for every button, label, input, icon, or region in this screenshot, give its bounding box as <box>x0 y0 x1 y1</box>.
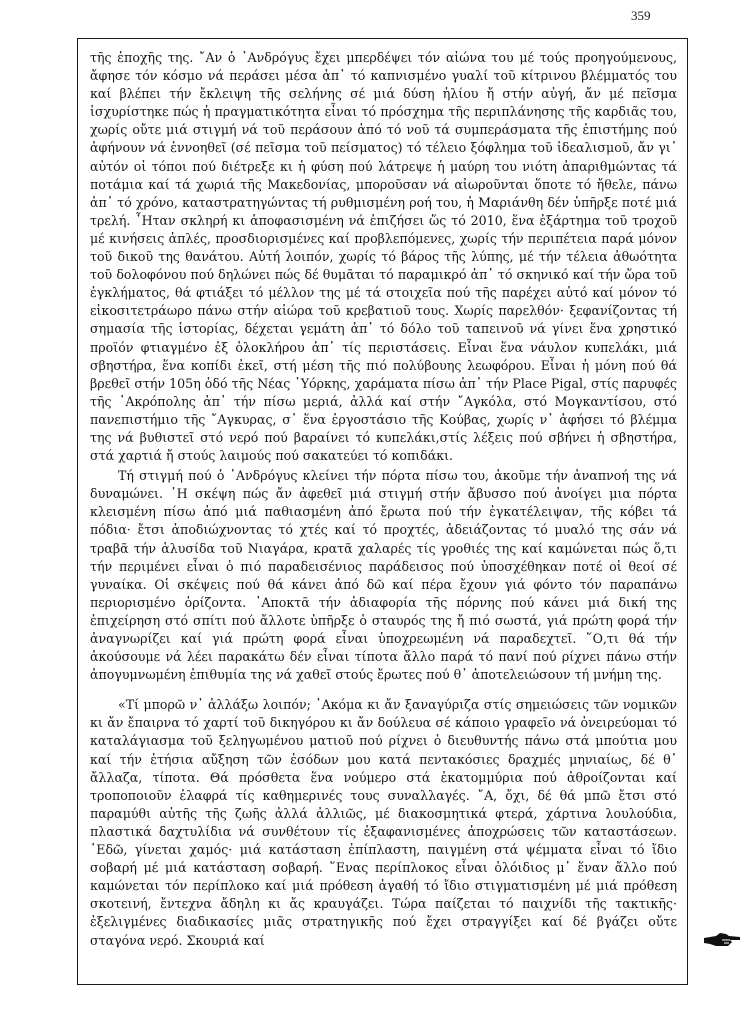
paragraph-3: «Τί μπορῶ ν᾿ ἀλλάξω λοιπόν; ᾿Ακόμα κι ἄν ξαναγύριζα στίς σημειώσεις τῶν νομικῶν κι ἄν ἔπαιρνα τό χαρτί τοῦ δικηγόρου κι ἄν δούλευα σέ κάποιο γραφεῖο νά ὀνειρεύομαι τό καταλάγιασμα τοῦ ξεληγωμένου ματιοῦ πού ρίχνει ὁ διευθυντής πάνω στά μπούτια μου καί τήν ἐτήσια αὔξηση τῶν ἐσόδων μου κατά πεντακόσιες δραχμές μηνιαίως, δέ θ᾿ ἄλλαζα, τίποτα. Θά πρόσθετα ἕνα νούμερο στά ἑκατομμύρια πού ἀθροίζονται καί τροποποιοῦν ἐλαφρά τίς καθημερινές τους συναλλαγές. ῎Α, ὄχι, δέ θά μπῶ ἔτσι στό παραμύθι αὐτῆς τῆς ζωῆς ἀλλά ἀλλιῶς, μέ διακοσμητικά φτερά, χάρτινα λουλούδια, πλαστικά δαχτυλίδια νά συνθέτουν τίς ἐξαφανισμένες ἀποχρώσεις τῶν καταστάσεων. ᾿Εδῶ, γίνεται χαμός· μιά κατάσταση ἐπίπλαστη, παιγμένη στά ψέμματα εἶναι τό ἴδιο σοβαρή μέ μιά κατάσταση σοβαρή. ῞Ενας περίπλοκος εἶναι ὁλόιδιος μ᾿ ἕναν ἄλλο πού καμώνεται τόν περίπλοκο καί μιά πρόθεση ἀγαθή τό ἴδιο στιγματισμένη μέ μιά πρόθεση σκοτεινή, ἔντεχνα ἄδηλη κι ἄς κραυγάζει. Τώρα παίζεται τό παιχνίδι τῆς τακτικῆς· ἐξελιγμένες διαδικασίες μιᾶς στρατηγικῆς πού ἔχει στραγγίξει καί δέ βγάζει οὔτε σταγόνα νερό. Σκουριά καί <box>90 697 677 948</box>
text-frame <box>77 38 688 985</box>
page-number: 359 <box>631 8 651 23</box>
paragraph-1: τῆς ἐποχῆς της. ῎Αν ὁ ᾿Ανδρόγυς ἔχει μπερδέψει τόν αἰώνα του μέ τούς προηγούμενους, ἄφησε τόν κόσμο νά περάσει μέσα ἀπ᾿ τό καπνισμένο γυαλί τοῦ κίτρινου βλέμματός του καί βλέπει τήν ἔκλειψη τῆς σελήνης σέ μιά δύση ἡλίου ἤ στήν αὐγή, ἄν μέ πεῖσμα ἰσχυρίστηκε πώς ἡ πραγματικότητα εἶναι τό πρόσχημα τῆς περιπλάνησης τῆς καρδιᾶς του, χωρίς οὔτε μιά στιγμή νά τοῦ περάσουν ἀπό τό νοῦ τά συμπεράσματα τῆς ἐπιστήμης πού ἀφήνουν νά ἐννοηθεῖ (σέ πεῖσμα τοῦ πείσματος) τό τέλειο ξόφλημα τοῦ ἰδεαλισμοῦ, ἄν γι᾿ αὐτόν οἱ τόποι πού διέτρεξε κι ἡ φύση πού λάτρεψε ἡ μαύρη του νιότη ἀπαριθμώντας τά ποτάμια καί τά χωριά τῆς Μακεδονίας, μποροῦσαν νά αἰωροῦνται ὅποτε τό ἤθελε, πάνω ἀπ᾿ τό χρόνο, καταστρατηγώντας τή ρυθμισμένη ροή του, ἡ Μαριάνθη δέν ὑπῆρξε ποτέ μιά τρελή. ῏Ηταν σκληρή κι ἀποφασισμένη νά ἐπιζήσει ὥς τό 2010, ἕνα ἐξάρτημα τοῦ τροχοῦ μέ κινήσεις ἁπλές, προσδιορισμένες καί προβλεπόμενες, χωρίς τήν περιπέτεια παρά μόνον τοῦ δικοῦ της θανάτου. Αὐτή λοιπόν, χωρίς τό βάρος τῆς λύπης, μέ τήν τέλεια ἀθωότητα τοῦ δολοφόνου πού δηλώνει πώς δέ θυμᾶται τό παραμικρό ἀπ᾿ τό σκηνικό καί τήν ὥρα τοῦ ἐγκλήματος, θά φτιάξει τό μέλλον της μέ τά στοιχεῖα πού τῆς παρέχει αὐτό καί μόνον τό εἰκοσιτετράωρο πάνω στήν αἰώρα τοῦ κρεβατιοῦ τους. Χωρίς παρελθόν· ξεφανίζοντας τή σημασία τῆς ἱστορίας, δέχεται γεμάτη ἀπ᾿ τό δόλο τοῦ ταπεινοῦ νά γίνει ἕνα χρηστικό προϊόν φτιαγμένο ἐξ ὁλοκλήρου ἀπ᾿ τίς περιστάσεις. Εἶναι ἕνα νάυλον κυπελάκι, μιά σβηστήρα, ἕνα κοπίδι ἐκεῖ, στή μέση τῆς πιό πολύβουης λεωφόρου. Εἶναι ἡ μόνη πού θά βρεθεῖ στήν 105η ὁδό τῆς Νέας ῾Υόρκης, χαράματα πίσω ἀπ᾿ τήν Place Pigal, στίς παρυφές τῆς ᾿Ακρόπολης ἀπ᾿ τήν πίσω μεριά, ἀλλά καί στήν ῎Αγκόλα, στό Μογκαντίσου, στό πανεπιστήμιο τῆς ῎Αγκυρας, σ᾿ ἕνα ἐργοστάσιο τῆς Κούβας, χωρίς ν᾿ ἀφήσει τό βλέμμα της νά βυθιστεῖ στό νερό πού βαραίνει τό κυπελάκι,στίς λέξεις πού σβήνει ἡ σβηστήρα, στά χαρτιά ἤ στούς λαιμούς πού σακατεύει τό κοπιδάκι. <box>90 50 677 464</box>
pointing-hand-icon <box>702 931 742 949</box>
paragraph-2: Τή στιγμή πού ὁ ᾿Ανδρόγυς κλείνει τήν πόρτα πίσω του, ἀκοῦμε τήν ἀναπνοή της νά δυναμώνει. ῾Η σκέψη πώς ἄν ἀφεθεῖ μιά στιγμή στήν ἄβυσσο πού ἀνοίγει μια πόρτα κλεισμένη πίσω ἀπό μιά παθιασμένη ἀπό ἔρωτα πού τήν ἐγκατέλειψαν, τῆς κόβει τά πόδια· ἔτσι ἀποδιώχνοντας τό χτές καί τό προχτές, ἀδειάζοντας τό μυαλό της σάν νά τραβᾶ τήν ἁλυσίδα τοῦ Νιαγάρα, κρατᾶ χαλαρές τίς γροθιές της καί καμώνεται πώς ὅ,τι τήν περιμένει εἶναι ὁ πιό παραδεισένιος παράδεισος πού ὑποσχέθηκαν ποτέ οἱ θεοί σέ γυναίκα. Οἱ σκέψεις πού θά κάνει ἀπό δῶ καί πέρα ἔχουν γιά φόντο τόν παραπάνω περιορισμένο ὁρίζοντα. ᾿Αποκτᾶ τήν ἀδιαφορία τῆς πόρνης πού κάνει μιά δική της ἐπιχείρηση στό σπίτι πού ἄλλοτε ὑπῆρξε ὁ σταυρός της ἤ πιό σωστά, γιά πρώτη φορά τήν ἀναγνωρίζει καί γιά πρώτη φορά εἶναι ὑποχρεωμένη νά παραδεχτεῖ. ῞Ο,τι θά τήν ἀκούσουμε νά λέει παρακάτω δέν εἶναι τίποτα ἄλλο παρά τό πανί πού ρίχνει πάνω στήν ἀπογυμνωμένη ἐπιθυμία της νά χαθεῖ στούς ἔρωτες πού θ᾿ ἀποτελειώσουν τή μνήμη της. <box>90 468 677 683</box>
